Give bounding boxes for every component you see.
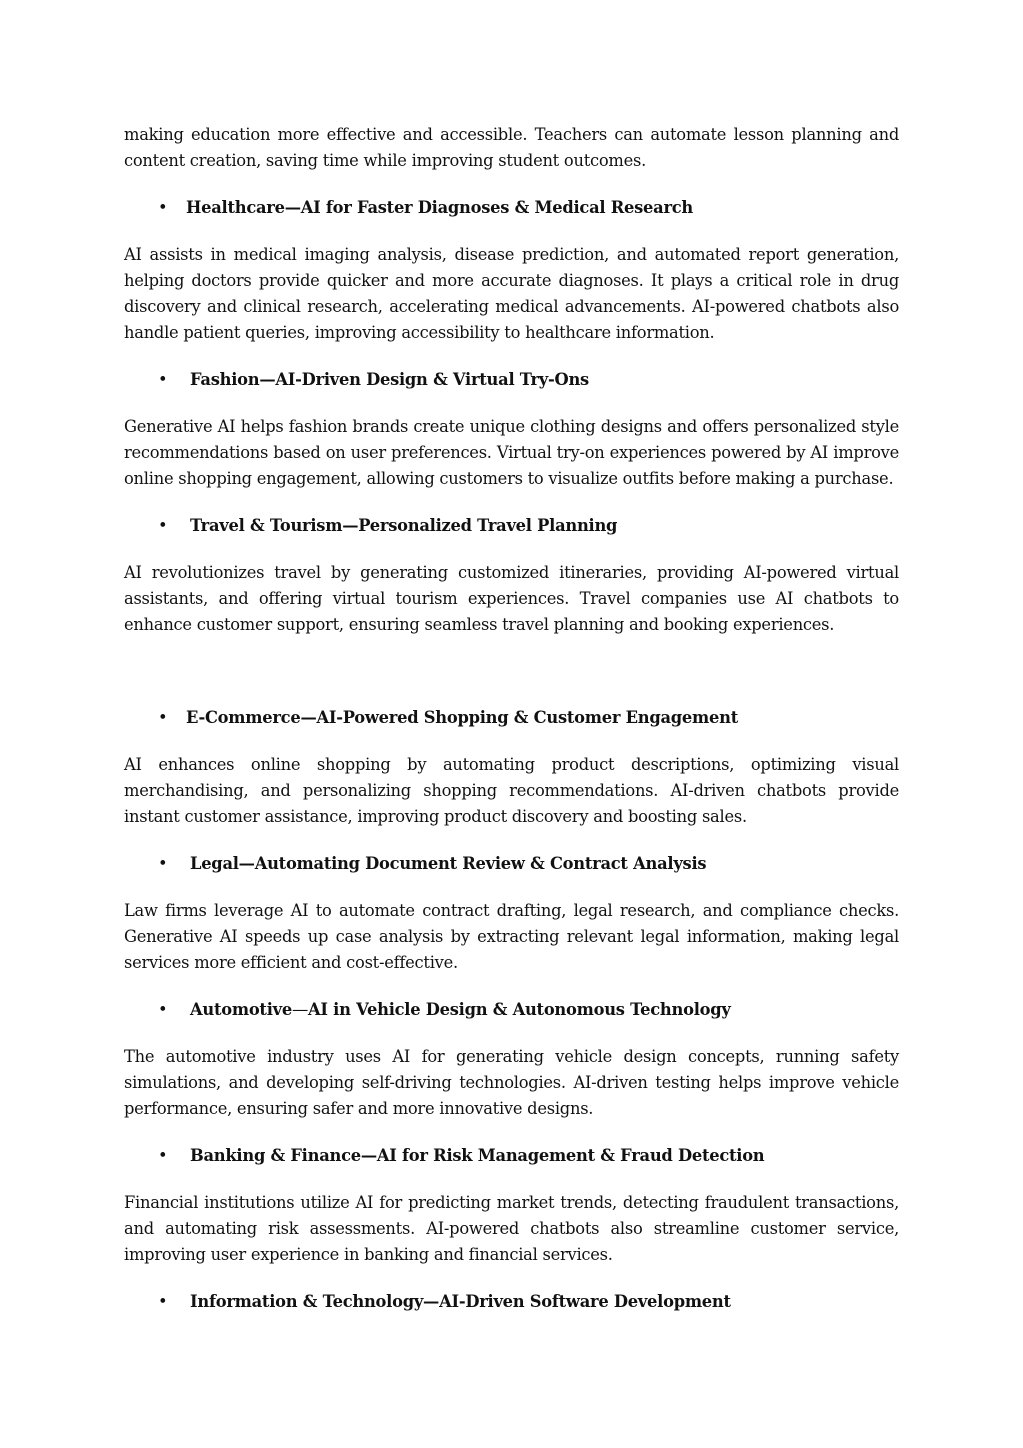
bullet-icon: •: [158, 198, 168, 217]
section-body-legal: Law firms leverage AI to automate contract drafting, legal research, and compliance checks. Generative AI speeds up case analysis by extracting relevant legal information, making legal services more efficient and cost-effective.: [124, 901, 899, 972]
heading-text: Healthcare—AI for Faster Diagnoses & Medical Research: [186, 198, 694, 217]
bullet-icon: •: [158, 516, 168, 535]
section-heading-automotive: [124, 997, 899, 1023]
heading-text: Information & Technology—AI-Driven Software Development: [190, 1292, 731, 1311]
section-heading-legal: [124, 851, 899, 877]
bullet-icon: •: [158, 1292, 168, 1311]
section-heading-ecommerce: [124, 705, 899, 731]
section-body-travel: AI revolutionizes travel by generating customized itineraries, providing AI-powered virtual assistants, and offering virtual tourism experiences. Travel companies use AI chatbots to enhance customer support, ensuring seamless travel planning and booking experiences.: [124, 563, 899, 634]
section-heading-fashion: [124, 367, 899, 393]
section-body-automotive: The automotive industry uses AI for generating vehicle design concepts, running safety simulations, and developing self-driving technologies. AI-driven testing helps improve vehicle performance, ensuring safer and more innovative designs.: [124, 1047, 899, 1118]
heading-text: E-Commerce—AI-Powered Shopping & Customer Engagement: [186, 708, 738, 727]
section-body-fashion: Generative AI helps fashion brands create unique clothing designs and offers personalized style recommendations based on user preferences. Virtual try-on experiences powered by AI improve online shopping engagement, allowing customers to visualize outfits before making a purchase.: [124, 417, 899, 488]
bullet-icon: •: [158, 854, 168, 873]
heading-text: Travel & Tourism—Personalized Travel Planning: [190, 516, 618, 535]
heading-text: Banking & Finance—AI for Risk Management & Fraud Detection: [190, 1146, 765, 1165]
document-page: [124, 122, 899, 1315]
heading-text: Legal—Automating Document Review & Contract Analysis: [190, 854, 707, 873]
section-heading-information-technology: [124, 1289, 899, 1315]
bullet-icon: •: [158, 1146, 168, 1165]
section-heading-travel: [124, 513, 899, 539]
bullet-icon: •: [158, 370, 168, 389]
bullet-icon: •: [158, 1000, 168, 1019]
heading-text: Fashion—AI-Driven Design & Virtual Try-Ons: [190, 370, 589, 389]
section-body-healthcare: AI assists in medical imaging analysis, disease prediction, and automated report generation, helping doctors provide quicker and more accurate diagnoses. It plays a critical role in drug discovery and clinical research, accelerating medical advancements. AI-powered chatbots also handle patient queries, improving accessibility to healthcare information.: [124, 245, 899, 342]
section-heading-healthcare: [124, 195, 899, 221]
section-body-banking: Financial institutions utilize AI for predicting market trends, detecting fraudulent transactions, and automating risk assessments. AI-powered chatbots also streamline customer service, improving user experience in banking and financial services.: [124, 1193, 899, 1264]
section-heading-banking: [124, 1143, 899, 1169]
heading-text-part1: Automotive: [190, 1000, 292, 1019]
heading-separator: —: [291, 1000, 308, 1019]
intro-paragraph: making education more effective and accessible. Teachers can automate lesson planning and content creation, saving time while improving student outcomes.: [124, 125, 899, 170]
section-body-ecommerce: AI enhances online shopping by automating product descriptions, optimizing visual merchandising, and personalizing shopping recommendations. AI-driven chatbots provide instant customer assistance, improving product discovery and boosting sales.: [124, 755, 899, 826]
heading-text-part2: AI in Vehicle Design & Autonomous Technology: [308, 1000, 731, 1019]
bullet-icon: •: [158, 708, 168, 727]
